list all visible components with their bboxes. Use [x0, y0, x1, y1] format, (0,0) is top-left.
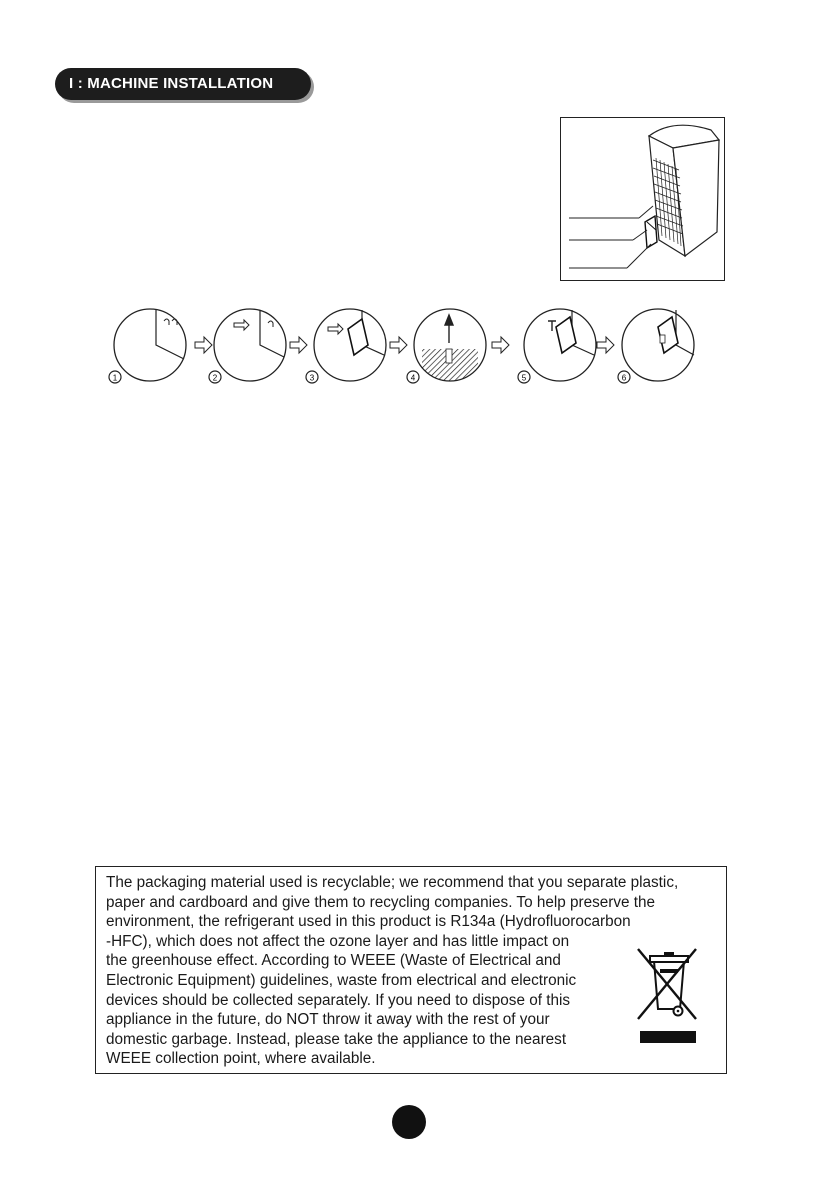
step-1-diagram: [109, 309, 186, 383]
step-number: 2: [212, 373, 218, 383]
arrow-right-icon: [195, 337, 212, 353]
notice-line: devices should be collected separately. If you need to dispose of this: [106, 991, 571, 1009]
step-2-diagram: [209, 309, 286, 383]
air-cooler-icon: [561, 118, 723, 279]
notice-line: WEEE collection point, where available.: [106, 1050, 376, 1068]
notice-line: environment, the refrigerant used in this product is R134a (Hydrofluorocarbon: [106, 913, 631, 931]
step-number: 5: [521, 373, 527, 383]
step-number: 6: [621, 373, 627, 383]
step-4-diagram: [407, 309, 486, 389]
product-illustration: [560, 117, 725, 281]
section-header-label: I : MACHINE INSTALLATION: [69, 75, 274, 92]
step-6-diagram: [618, 309, 694, 383]
notice-line: -HFC), which does not affect the ozone layer and has little impact on: [106, 932, 570, 950]
step-3-diagram: [306, 309, 386, 383]
arrow-right-icon: [492, 337, 509, 353]
notice-line: domestic garbage. Instead, please take the appliance to the nearest: [106, 1030, 567, 1048]
arrow-right-icon: [390, 337, 407, 353]
installation-steps: [100, 305, 700, 400]
step-number: 1: [112, 373, 118, 383]
notice-line: the greenhouse effect. According to WEEE (Waste of Electrical and: [106, 952, 561, 970]
notice-line: appliance in the future, do NOT throw it away with the rest of your: [106, 1011, 550, 1029]
step-5-diagram: [518, 309, 596, 383]
notice-text: [106, 873, 722, 1069]
notice-line: The packaging material used is recyclable; we recommend that you separate plastic,: [106, 874, 679, 891]
arrow-right-icon: [290, 337, 307, 353]
page-number-dot: [392, 1105, 426, 1139]
step-number: 4: [410, 373, 416, 383]
notice-line: Electronic Equipment) guidelines, waste from electrical and electronic: [106, 971, 577, 989]
step-number: 3: [309, 373, 315, 383]
arrow-right-icon: [597, 337, 614, 353]
notice-line: paper and cardboard and give them to recycling companies. To help preserve the: [106, 893, 656, 911]
section-header: [55, 68, 311, 100]
crossed-out-wheelie-bin-icon: [634, 947, 704, 1047]
recycling-notice: [95, 866, 727, 1074]
